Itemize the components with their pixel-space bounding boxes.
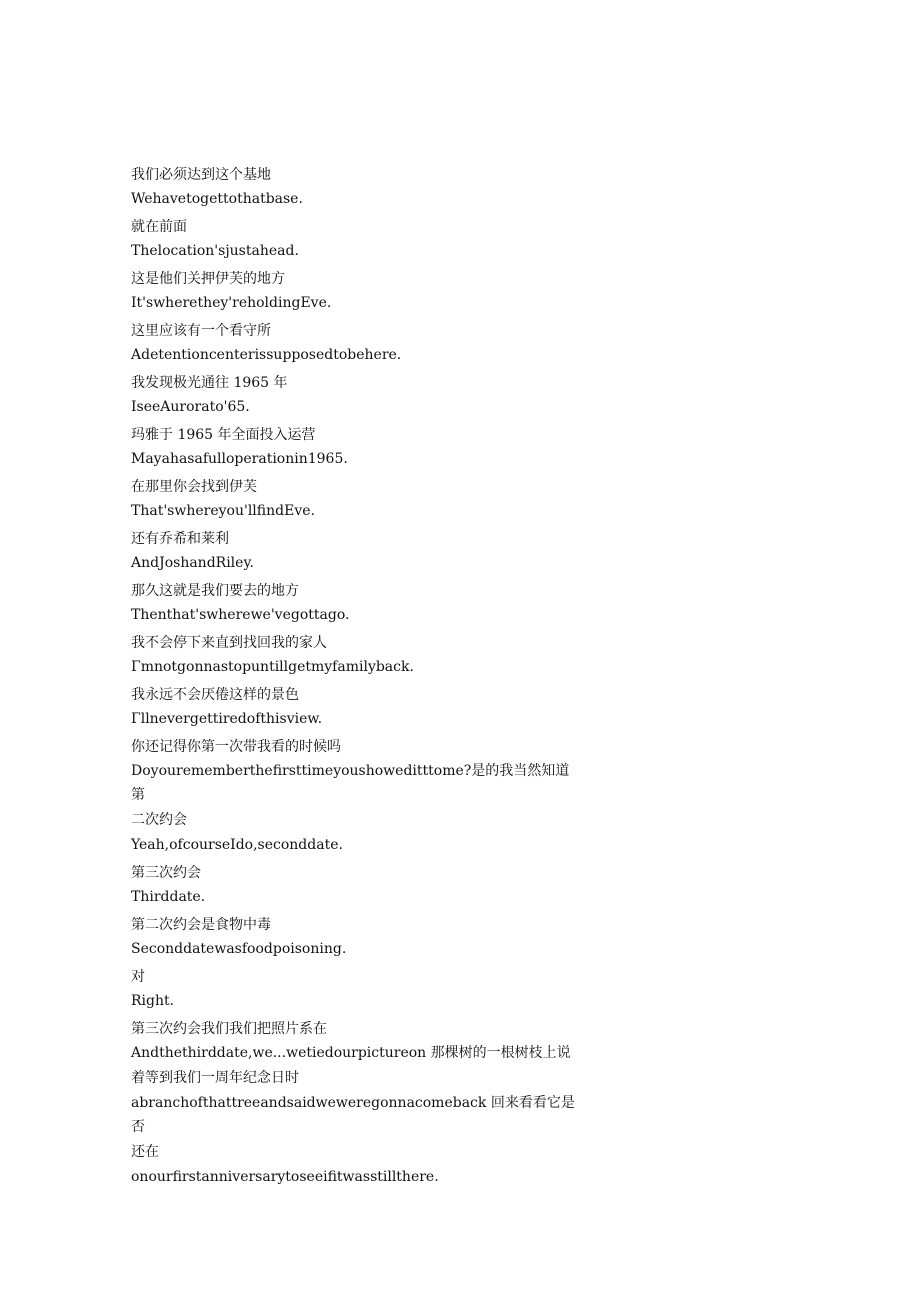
subtitle-line: onourfirstanniversarytoseeifitwasstillthere.	[131, 1169, 439, 1185]
subtitle-line: 还有乔希和莱利	[131, 531, 229, 547]
transcript	[131, 159, 581, 1190]
subtitle-line: Γllnevergettiredofthisview.	[131, 711, 323, 727]
subtitle-line: 在那里你会找到伊芙	[131, 479, 257, 495]
subtitle-line: 第三次约会	[131, 865, 201, 881]
subtitle-line: Γmnotgonnastopuntillgetmyfamilyback.	[131, 659, 414, 675]
subtitle-line: Adetentioncenterissupposedtobehere.	[131, 347, 402, 363]
subtitle-line: 第三次约会我们我们把照片系在	[131, 1021, 327, 1037]
subtitle-line: IseeAurorato'65.	[131, 399, 250, 415]
subtitle-line: 对	[131, 969, 145, 985]
subtitle-line: 这里应该有一个看守所	[131, 323, 271, 339]
subtitle-line: Right.	[131, 993, 175, 1009]
subtitle-line: Thenthat'swherewe'vegottago.	[131, 607, 350, 623]
subtitle-line: Doyourememberthefirsttimeyoushoweditttome?是的我当然知道第	[131, 763, 570, 803]
subtitle-line: Yeah,ofcourseIdo,seconddate.	[131, 837, 343, 853]
subtitle-line: Wehavetogettothatbase.	[131, 191, 303, 207]
subtitle-line: Thelocation'sjustahead.	[131, 243, 299, 259]
subtitle-line: Andthethirddate,we...wetiedourpictureon 那棵树的一根树枝上说	[131, 1045, 571, 1061]
subtitle-line: 我不会停下来直到找回我的家人	[131, 635, 327, 651]
subtitle-line: It'swherethey'reholdingEve.	[131, 295, 332, 311]
subtitle-line: That'swhereyou'llfindEve.	[131, 503, 315, 519]
subtitle-line: 这是他们关押伊芙的地方	[131, 271, 285, 287]
subtitle-line: 玛雅于 1965 年全面投入运营	[131, 427, 316, 443]
subtitle-line: 还在	[131, 1144, 159, 1160]
subtitle-line: 第二次约会是食物中毒	[131, 917, 271, 933]
subtitle-line: 那久这就是我们要去的地方	[131, 583, 299, 599]
subtitle-line: 你还记得你第一次带我看的时候吗	[131, 739, 341, 755]
subtitle-line: 我发现极光通往 1965 年	[131, 375, 288, 391]
subtitle-line: 我永远不会厌倦这样的景色	[131, 687, 299, 703]
subtitle-line: Mayahasafulloperationin1965.	[131, 451, 348, 467]
subtitle-line: AndJoshandRiley.	[131, 555, 254, 571]
subtitle-line: abranchofthattreeandsaidweweregonnacomeback 回来看看它是否	[131, 1095, 575, 1135]
subtitle-line: 二次约会	[131, 812, 187, 828]
subtitle-line: 就在前面	[131, 219, 187, 235]
subtitle-line: Seconddatewasfoodpoisoning.	[131, 941, 347, 957]
subtitle-line: Thirddate.	[131, 889, 206, 905]
subtitle-line: 我们必须达到这个基地	[131, 167, 271, 183]
subtitle-line: 着等到我们一周年纪念日时	[131, 1070, 299, 1086]
